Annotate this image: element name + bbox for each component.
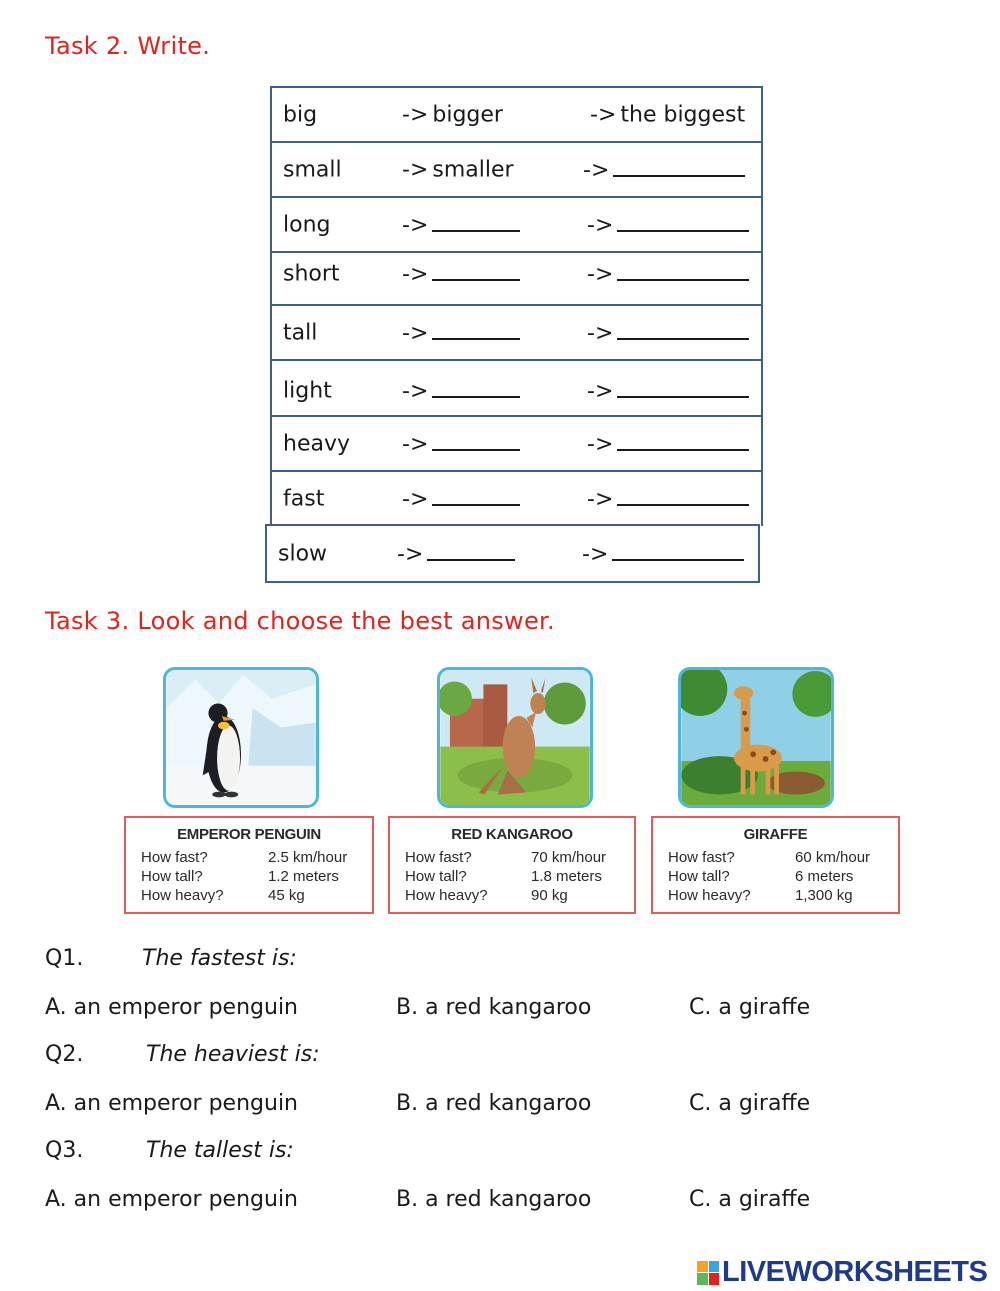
table-row <box>270 470 763 526</box>
superlative-cell <box>587 486 749 512</box>
logo-icon <box>697 1261 719 1285</box>
tall-label: How tall? <box>668 868 730 885</box>
word-cell: short <box>283 261 340 287</box>
table-row <box>265 524 760 583</box>
option-c[interactable]: C. a giraffe <box>689 995 811 1020</box>
question-number: Q3. <box>45 1138 84 1163</box>
option-b[interactable]: B. a red kangaroo <box>396 1187 592 1212</box>
arrow: -> <box>402 157 429 182</box>
comparative-cell <box>402 102 503 127</box>
penguin-image <box>163 667 319 808</box>
superlative-cell <box>587 431 749 457</box>
task2-title: Task 2. Write. <box>45 32 211 60</box>
superlative-blank-input[interactable] <box>617 320 749 340</box>
superlative-cell <box>587 320 749 346</box>
arrow: -> <box>587 262 614 288</box>
superlative-blank-input[interactable] <box>617 486 749 506</box>
heavy-value: 45 kg <box>268 887 305 904</box>
word-cell: heavy <box>283 431 350 456</box>
kangaroo-illustration <box>440 670 590 805</box>
option-a[interactable]: A. an emperor penguin <box>45 995 298 1020</box>
comparative-blank-input[interactable] <box>432 378 520 398</box>
superlative-blank-input[interactable] <box>617 212 749 232</box>
superlative-answer: the biggest <box>620 102 746 127</box>
fast-value: 2.5 km/hour <box>268 849 348 866</box>
table-row <box>270 359 763 417</box>
tall-value: 1.8 meters <box>531 868 602 885</box>
animal-name: GIRAFFE <box>743 826 808 843</box>
fast-value: 70 km/hour <box>531 849 607 866</box>
word-cell: tall <box>283 320 318 345</box>
arrow: -> <box>587 431 614 457</box>
tall-label: How tall? <box>405 868 467 885</box>
question-number: Q1. <box>45 946 84 971</box>
comparative-cell <box>402 320 520 346</box>
tall-value: 1.2 meters <box>268 868 339 885</box>
superlative-blank-input[interactable] <box>613 157 745 177</box>
superlative-blank-input[interactable] <box>617 261 749 281</box>
table-row <box>270 304 763 361</box>
question-number: Q2. <box>45 1042 84 1067</box>
question-text: The tallest is: <box>146 1138 294 1163</box>
animal-name: RED KANGAROO <box>451 826 573 843</box>
superlative-blank-input[interactable] <box>617 431 749 451</box>
word-cell: fast <box>283 486 325 512</box>
animal-name: EMPEROR PENGUIN <box>177 826 321 843</box>
logo-text: LIVEWORKSHEETS <box>722 1256 988 1288</box>
heavy-label: How heavy? <box>668 887 751 904</box>
arrow: -> <box>402 487 429 512</box>
option-b[interactable]: B. a red kangaroo <box>396 995 592 1020</box>
comparative-cell <box>402 261 520 287</box>
tall-value: 6 meters <box>795 868 854 885</box>
table-row <box>270 196 763 253</box>
option-c[interactable]: C. a giraffe <box>689 1187 811 1212</box>
comparative-cell <box>402 157 514 182</box>
comparative-blank-input[interactable] <box>427 541 515 561</box>
comparative-cell <box>397 541 515 567</box>
table-row <box>270 415 763 472</box>
table-row <box>270 141 763 198</box>
word-cell: big <box>283 102 318 127</box>
comparative-blank-input[interactable] <box>432 212 520 232</box>
table-row <box>270 251 763 306</box>
arrow: -> <box>402 379 429 405</box>
comparative-answer: smaller <box>432 157 514 182</box>
word-cell: small <box>283 157 342 182</box>
arrow: -> <box>587 379 614 405</box>
comparative-cell <box>402 378 520 404</box>
arrow: -> <box>402 102 429 127</box>
word-cell: slow <box>278 541 328 566</box>
comparative-blank-input[interactable] <box>432 431 520 451</box>
fast-label: How fast? <box>405 849 472 866</box>
superlative-cell <box>587 378 749 404</box>
arrow: -> <box>402 431 429 457</box>
arrow: -> <box>587 320 614 346</box>
kangaroo-info-card <box>388 816 636 914</box>
superlative-cell <box>587 261 749 287</box>
arrow: -> <box>590 102 617 127</box>
comparative-answer: bigger <box>432 102 503 127</box>
arrow: -> <box>583 157 610 183</box>
task3-title: Task 3. Look and choose the best answer. <box>45 607 555 635</box>
comparative-blank-input[interactable] <box>432 486 520 506</box>
superlative-cell <box>587 212 749 238</box>
option-c[interactable]: C. a giraffe <box>689 1091 811 1116</box>
fast-value: 60 km/hour <box>795 849 871 866</box>
penguin-illustration <box>166 670 316 805</box>
giraffe-image <box>678 667 834 808</box>
giraffe-illustration <box>681 670 831 805</box>
comparative-blank-input[interactable] <box>432 261 520 281</box>
heavy-label: How heavy? <box>405 887 488 904</box>
arrow: -> <box>587 212 614 238</box>
arrow: -> <box>402 262 429 288</box>
heavy-value: 90 kg <box>531 887 568 904</box>
heavy-label: How heavy? <box>141 887 224 904</box>
tall-label: How tall? <box>141 868 203 885</box>
heavy-value: 1,300 kg <box>795 887 853 904</box>
option-b[interactable]: B. a red kangaroo <box>396 1091 592 1116</box>
fast-label: How fast? <box>668 849 735 866</box>
liveworksheets-logo[interactable] <box>697 1256 987 1289</box>
word-cell: long <box>283 212 331 237</box>
word-cell: light <box>283 378 332 404</box>
question-text: The fastest is: <box>142 946 297 971</box>
arrow: -> <box>402 320 429 346</box>
giraffe-info-card <box>651 816 900 914</box>
comparative-cell <box>402 486 520 512</box>
superlative-cell <box>582 541 744 567</box>
comparative-blank-input[interactable] <box>432 320 520 340</box>
arrow: -> <box>587 487 614 512</box>
superlative-cell <box>583 157 745 183</box>
question-text: The heaviest is: <box>146 1042 320 1067</box>
superlative-cell <box>590 102 745 127</box>
penguin-info-card <box>124 816 374 914</box>
arrow: -> <box>397 541 424 567</box>
option-a[interactable]: A. an emperor penguin <box>45 1091 298 1116</box>
comparative-cell <box>402 431 520 457</box>
superlative-blank-input[interactable] <box>612 541 744 561</box>
kangaroo-image <box>437 667 593 808</box>
arrow: -> <box>402 212 429 238</box>
arrow: -> <box>582 541 609 567</box>
table-row <box>270 86 763 143</box>
superlative-blank-input[interactable] <box>617 378 749 398</box>
fast-label: How fast? <box>141 849 208 866</box>
comparative-cell <box>402 212 520 238</box>
option-a[interactable]: A. an emperor penguin <box>45 1187 298 1212</box>
